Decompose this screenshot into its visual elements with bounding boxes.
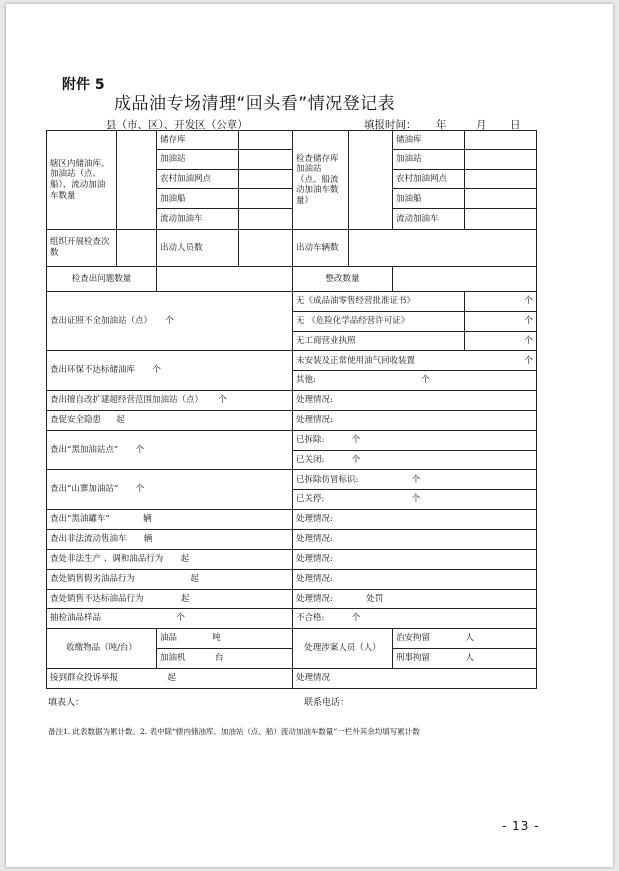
persons-criminal-label: 刑事拘留 bbox=[396, 653, 431, 664]
seized-oil-unit: 吨 bbox=[212, 633, 221, 644]
cert-missing-license: 无工商营业执照 bbox=[293, 331, 465, 351]
left-value-storage[interactable] bbox=[239, 131, 293, 150]
registration-table bbox=[46, 130, 537, 689]
seized-pump bbox=[157, 649, 293, 669]
seized-pump-label: 加油机 bbox=[160, 653, 186, 664]
counts-right-total[interactable] bbox=[349, 131, 393, 230]
tanker-label: 查出“黑油罐车” bbox=[50, 514, 110, 525]
fake-demolished-label: 已拆除仿冒标识: bbox=[296, 474, 359, 485]
complaint-handling: 处理情况 bbox=[293, 668, 537, 688]
persons-criminal bbox=[393, 649, 537, 669]
substd-sale-label: 查处销售不达标油品行为 bbox=[50, 593, 144, 604]
expand-unit: 个 bbox=[218, 395, 227, 406]
persons-criminal-unit: 人 bbox=[465, 653, 474, 664]
right-value-storage[interactable] bbox=[465, 131, 537, 150]
black-demolished-label: 已拆除: bbox=[296, 434, 325, 445]
month-label: 月 bbox=[476, 119, 487, 131]
counts-left-label: 辖区内储油库、加油站（点、船）、流动加油车数量 bbox=[47, 131, 117, 230]
right-item-rural: 农村加油网点 bbox=[393, 169, 465, 189]
env-vapor-unit: 个 bbox=[524, 355, 533, 366]
right-item-station: 加油站 bbox=[393, 149, 465, 169]
black-closed bbox=[293, 450, 537, 470]
black-station-unit: 个 bbox=[135, 444, 145, 455]
tanker-row bbox=[47, 510, 293, 530]
seized-oil bbox=[157, 629, 293, 649]
right-value-rural[interactable] bbox=[465, 169, 537, 189]
left-item-storage: 储存库 bbox=[157, 131, 239, 150]
attachment-label: 附件 5 bbox=[62, 77, 105, 93]
expand-row bbox=[47, 391, 293, 411]
tanker-handling: 处理情况: bbox=[293, 510, 537, 530]
illegal-prod-handling: 处理情况: bbox=[293, 549, 537, 569]
complaint-label: 接到群众投诉举报 bbox=[50, 673, 119, 684]
issues-found-label: 检查出问题数量 bbox=[47, 266, 157, 291]
complaint-row bbox=[47, 668, 293, 688]
counts-right-label: 检查储存库加油站（点、船流动加油车数量） bbox=[293, 131, 349, 230]
staff-value[interactable] bbox=[239, 230, 293, 267]
illegal-prod-row bbox=[47, 549, 293, 569]
county-label: 县（市、区）、开发区（公章） bbox=[106, 119, 248, 131]
staff-label: 出动人员数 bbox=[157, 230, 239, 267]
seized-label: 收缴物品（吨/台） bbox=[47, 629, 157, 669]
counts-left-total[interactable] bbox=[117, 131, 157, 230]
fake-sale-unit: 起 bbox=[190, 573, 199, 584]
complaint-unit: 起 bbox=[167, 673, 176, 684]
day-label: 日 bbox=[510, 119, 521, 131]
right-value-boat[interactable] bbox=[465, 189, 537, 209]
left-value-boat[interactable] bbox=[239, 189, 293, 209]
env-other-label: 其他: bbox=[296, 375, 316, 386]
fake-station-label: 查出“山寨加油站” bbox=[50, 484, 119, 495]
fake-shutdown-unit: 个 bbox=[411, 494, 421, 505]
cert-missing-chemical-unit: 个 bbox=[465, 311, 537, 331]
sample-unqualified-unit: 个 bbox=[351, 613, 361, 624]
cert-missing-retail: 无《成品油零售经营批准证书》 bbox=[293, 291, 465, 311]
persons-detention bbox=[393, 629, 537, 649]
left-value-station[interactable] bbox=[239, 149, 293, 169]
substd-sale-row bbox=[47, 589, 293, 609]
vehicle-label: 出动车辆数 bbox=[293, 230, 349, 267]
sample-unit: 个 bbox=[176, 613, 185, 624]
fake-demolished bbox=[293, 470, 537, 490]
mobile-handling: 处理情况: bbox=[293, 529, 537, 549]
persons-detention-label: 治安拘留 bbox=[396, 633, 431, 644]
page-number: - 13 - bbox=[502, 819, 540, 833]
substd-sale-unit: 起 bbox=[180, 593, 190, 604]
illegal-prod-unit: 起 bbox=[180, 553, 190, 564]
env-other bbox=[293, 371, 537, 391]
left-item-boat: 加油船 bbox=[157, 189, 239, 209]
right-value-mobile[interactable] bbox=[465, 209, 537, 230]
phone-label: 联系电话： bbox=[304, 698, 350, 708]
cert-incomplete-row bbox=[47, 291, 293, 351]
persons-detention-unit: 人 bbox=[465, 633, 474, 644]
env-substandard-label: 查出环保不达标储油库 bbox=[50, 365, 136, 376]
vehicle-value[interactable] bbox=[349, 230, 537, 267]
env-vapor-recovery bbox=[293, 351, 537, 371]
footnote: 备注1. 此表数据为累计数。2. 表中除“辖内储油库、加油站（点、船）流动加油车数量”一栏外其余均填写累计数 bbox=[48, 727, 420, 736]
cert-missing-chemical: 无 《危险化学品经营许可证》 bbox=[293, 311, 465, 331]
filler-label: 填表人： bbox=[48, 698, 85, 708]
right-item-mobile: 流动加油车 bbox=[393, 209, 465, 230]
cert-missing-license-unit: 个 bbox=[465, 331, 537, 351]
fake-station-unit: 个 bbox=[135, 484, 145, 495]
right-value-station[interactable] bbox=[465, 149, 537, 169]
expand-handling: 处理情况: bbox=[293, 391, 537, 411]
sample-unqualified bbox=[293, 609, 537, 629]
substd-sale-handling-label: 处理情况: bbox=[296, 593, 333, 604]
env-other-unit: 个 bbox=[421, 375, 430, 386]
seized-pump-unit: 台 bbox=[214, 653, 224, 664]
fix-count-label: 整改数量 bbox=[293, 266, 393, 291]
left-item-station: 加油站 bbox=[157, 149, 239, 169]
sample-label: 抽检油品样品 bbox=[50, 613, 102, 624]
mobile-unit: 辆 bbox=[143, 534, 153, 545]
fake-demolished-unit: 个 bbox=[411, 474, 421, 485]
illegal-prod-label: 查处非法生产 、调和油品行为 bbox=[50, 553, 164, 564]
seized-oil-label: 油品 bbox=[160, 633, 178, 644]
black-station-row bbox=[47, 430, 293, 470]
year-label: 年 bbox=[436, 119, 447, 131]
form-title: 成品油专场清理“回头看”情况登记表 bbox=[114, 94, 396, 114]
left-value-rural[interactable] bbox=[239, 169, 293, 189]
black-closed-label: 已关闭: bbox=[296, 454, 325, 465]
black-demolished bbox=[293, 430, 537, 450]
safety-label: 查促安全隐患 bbox=[50, 415, 102, 426]
cert-missing-retail-unit: 个 bbox=[465, 291, 537, 311]
cert-incomplete-unit: 个 bbox=[165, 315, 174, 326]
fake-sale-row bbox=[47, 569, 293, 589]
fake-sale-label: 查处销售假劣油品行为 bbox=[50, 573, 136, 584]
sample-row bbox=[47, 609, 293, 629]
issues-found-value[interactable] bbox=[157, 266, 293, 291]
env-substandard-unit: 个 bbox=[152, 365, 161, 376]
expand-label: 查出擅自改扩建超经营范围加油站（点） bbox=[50, 395, 204, 406]
fake-shutdown bbox=[293, 490, 537, 510]
mobile-label: 查出非法流动售油车 bbox=[50, 534, 127, 545]
left-item-mobile: 流动加油车 bbox=[157, 209, 239, 230]
safety-unit: 起 bbox=[116, 415, 125, 426]
inspect-count-label: 组织开展检查次数 bbox=[47, 230, 117, 267]
tanker-unit: 辆 bbox=[143, 514, 152, 525]
cert-incomplete-label: 查出证照不全加油站（点） bbox=[50, 315, 153, 326]
document-page bbox=[6, 4, 613, 867]
left-item-rural: 农村加油网点 bbox=[157, 169, 239, 189]
black-closed-unit: 个 bbox=[351, 454, 361, 465]
fake-station-row bbox=[47, 470, 293, 510]
fake-shutdown-label: 已关停: bbox=[296, 494, 325, 505]
inspect-count-value[interactable] bbox=[117, 230, 157, 267]
mobile-row bbox=[47, 529, 293, 549]
black-station-label: 查出“黑加油站点” bbox=[50, 444, 119, 455]
black-demolished-unit: 个 bbox=[351, 434, 361, 445]
fix-count-value[interactable] bbox=[393, 266, 537, 291]
date-label: 填报时间： bbox=[364, 119, 417, 131]
persons-label: 处理涉案人员（人） bbox=[293, 629, 393, 669]
left-value-mobile[interactable] bbox=[239, 209, 293, 230]
right-item-storage: 储油库 bbox=[393, 131, 465, 150]
right-item-boat: 加油船 bbox=[393, 189, 465, 209]
substd-sale-penalty: 处罚 bbox=[366, 593, 384, 604]
sample-unqualified-label: 不合格: bbox=[296, 613, 325, 624]
env-substandard-row bbox=[47, 351, 293, 391]
safety-handling: 处理情况: bbox=[293, 410, 537, 430]
fake-sale-handling: 处理情况: bbox=[293, 569, 537, 589]
env-vapor-label: 未安装及正常使用油气回收装置 bbox=[296, 355, 416, 366]
safety-row bbox=[47, 410, 293, 430]
substd-sale-handling bbox=[293, 589, 537, 609]
